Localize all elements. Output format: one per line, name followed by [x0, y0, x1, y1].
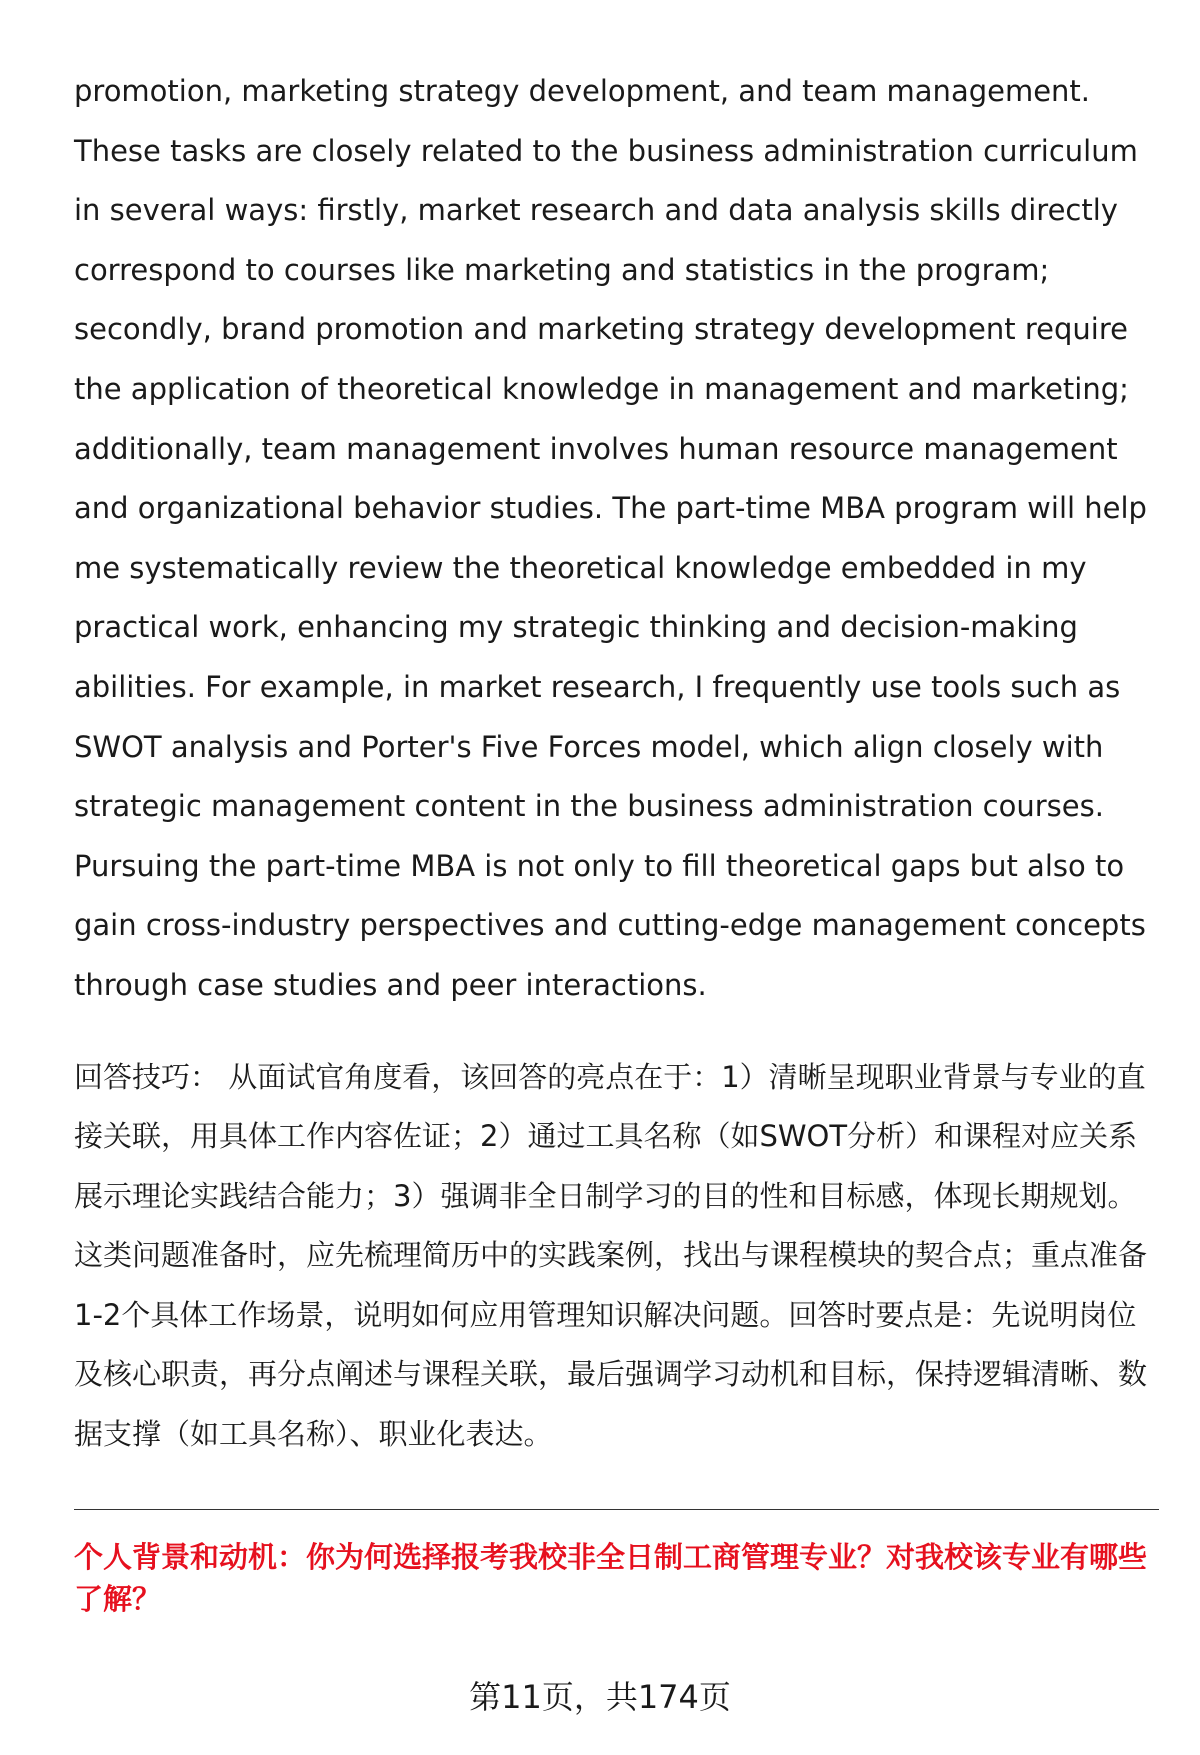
- answer-paragraph-english: promotion, marketing strategy development, and team management. These tasks are closely related to the business administration curriculum in several ways: firstly, market research and data analysis skills directly correspond to courses like marketing and statistics in the program; secondly, brand promotion and marketing strategy development require the application of theoretical knowledge in management and marketing; additionally, team management involves human resource management and organizational behavior studies. The part-time MBA program will help me systematically review the theoretical knowledge embedded in my practical work, enhancing my strategic thinking and decision-making abilities. For example, in market research, I frequently use tools such as SWOT analysis and Porter's Five Forces model, which align closely with strategic management content in the business administration courses. Pursuing the part-time MBA is not only to fill theoretical gaps but also to gain cross-industry perspectives and cutting-edge management concepts through case studies and peer interactions.: [74, 74, 1147, 1002]
- document-page: [74, 62, 1159, 1620]
- answer-tips-paragraph: 回答技巧： 从面试官角度看，该回答的亮点在于：1）清晰呈现职业背景与专业的直接关联，用具体工作内容佐证；2）通过工具名称（如SWOT分析）和课程对应关系展示理论实践结合能力；3）强调非全日制学习的目的性和目标感，体现长期规划。这类问题准备时，应先梳理简历中的实践案例，找出与课程模块的契合点；重点准备1-2个具体工作场景，说明如何应用管理知识解决问题。回答时要点是：先说明岗位及核心职责，再分点阐述与课程关联，最后强调学习动机和目标，保持逻辑清晰、数据支撑（如工具名称）、职业化表达。: [74, 1059, 1148, 1452]
- section-divider: [74, 1509, 1159, 1510]
- next-question-heading: 个人背景和动机：你为何选择报考我校非全日制工商管理专业？对我校该专业有哪些了解？: [74, 1539, 1148, 1616]
- page-number-footer: 第11页，共174页: [469, 1678, 731, 1716]
